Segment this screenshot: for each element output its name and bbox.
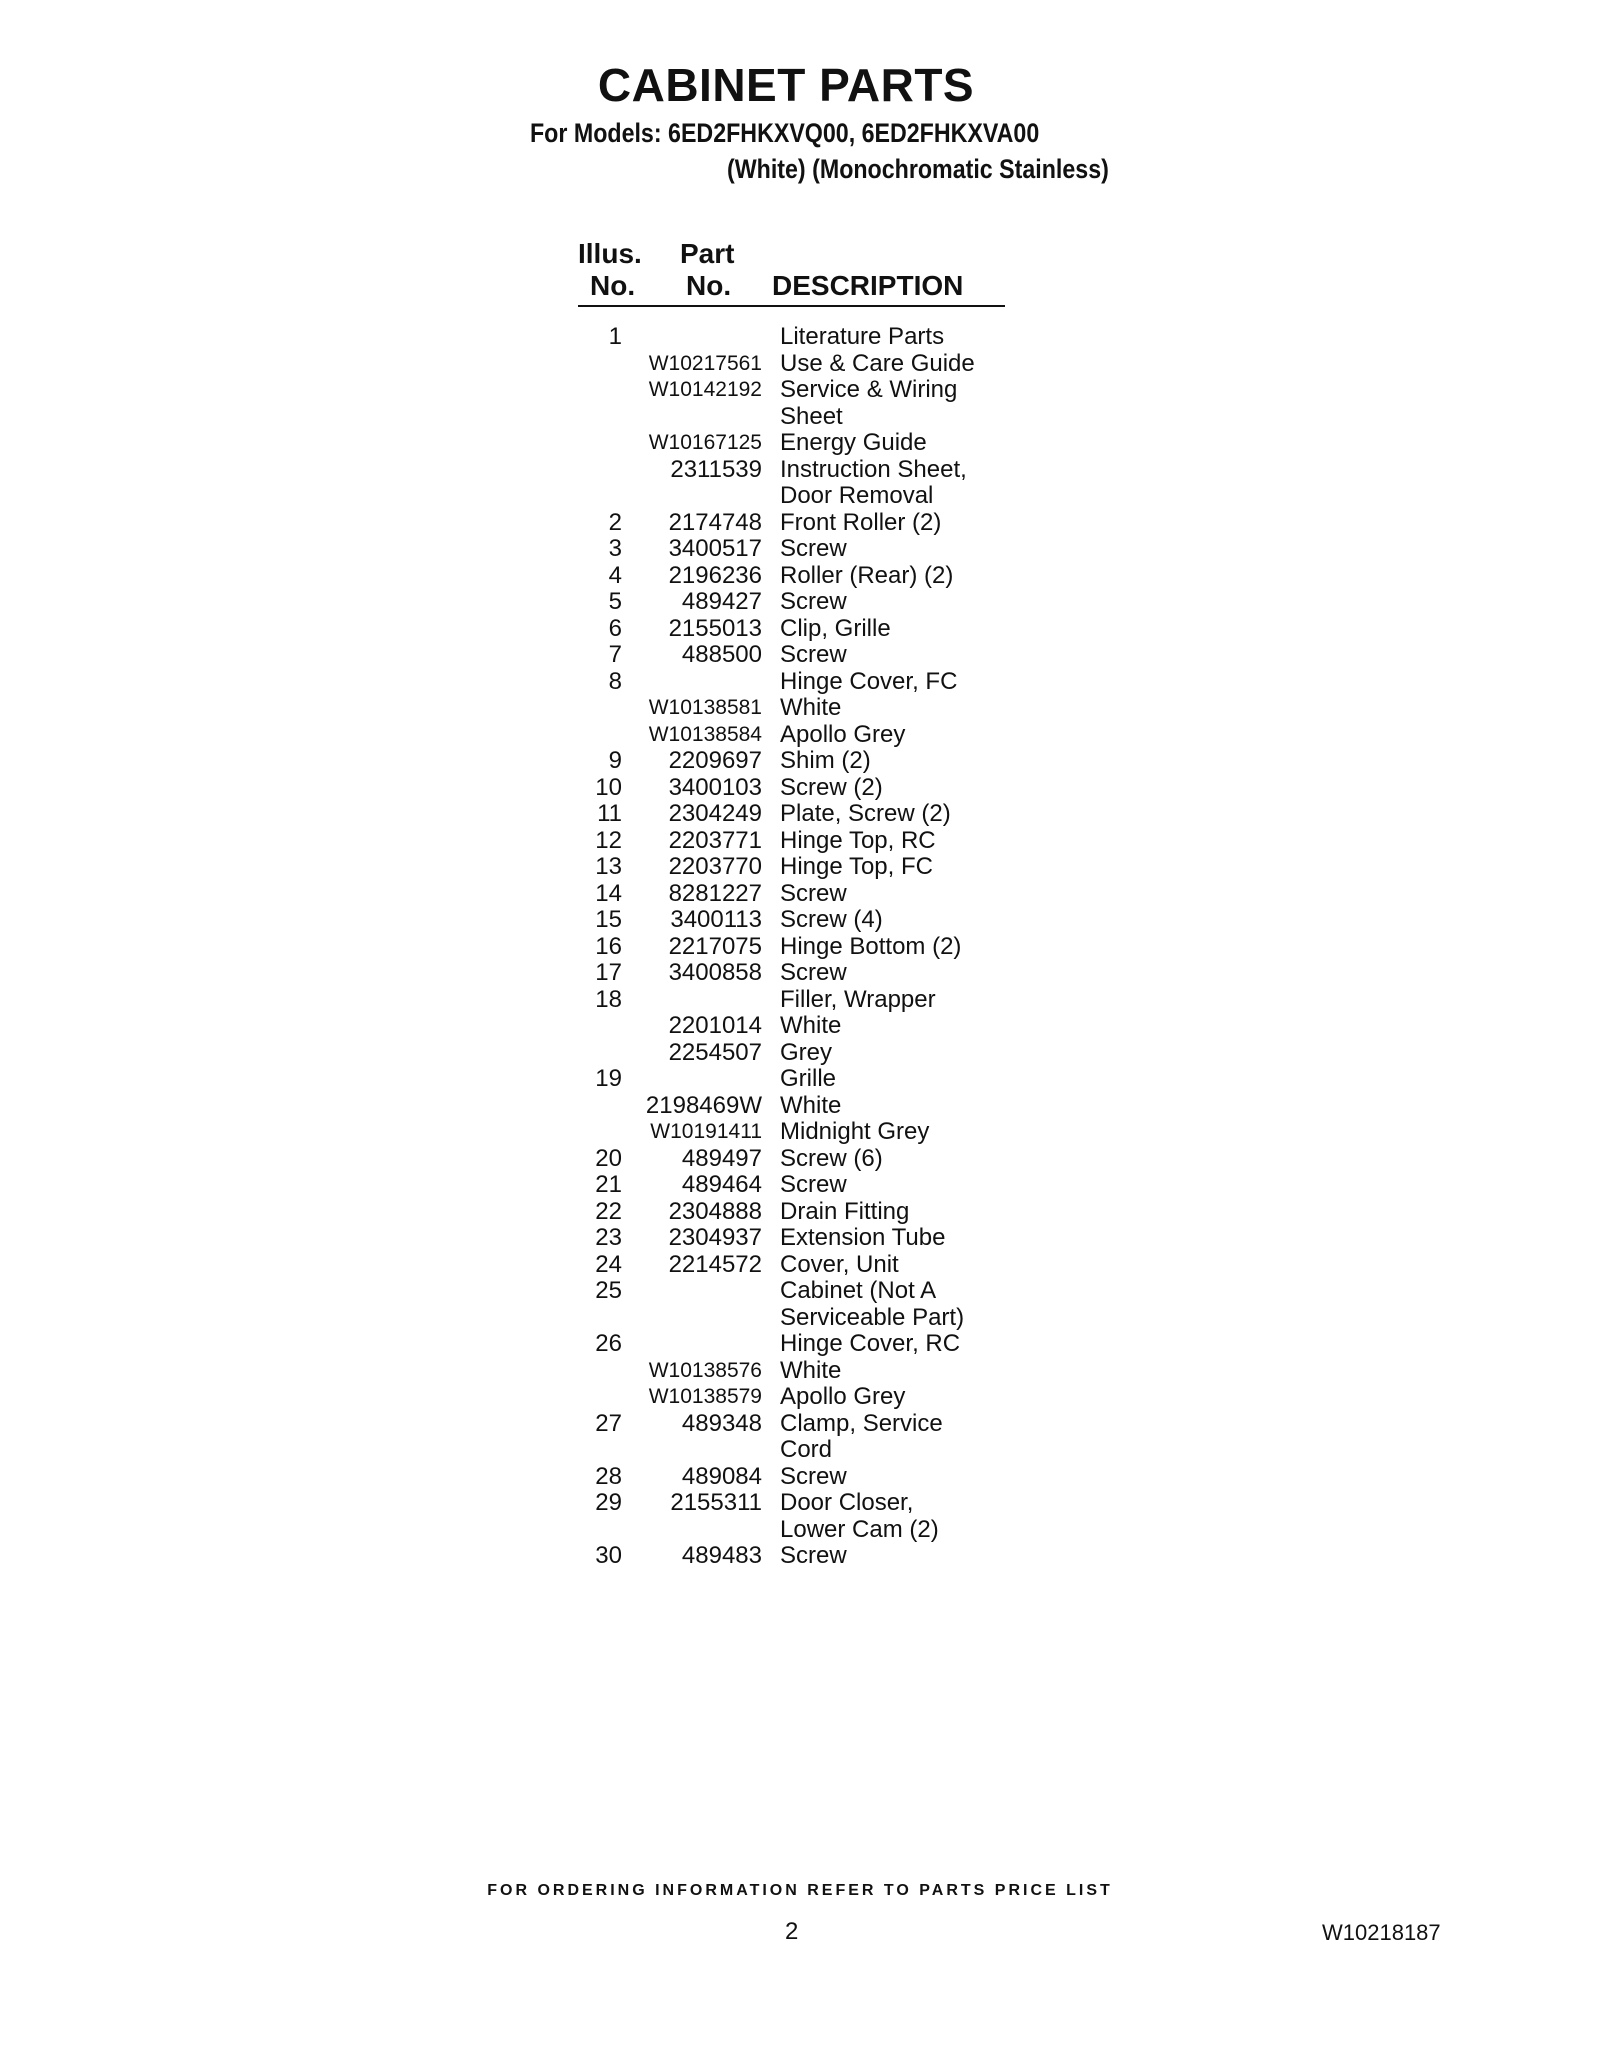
table-row — [578, 1278, 1038, 1305]
table-row — [578, 404, 1038, 431]
part-description: Use & Care Guide — [780, 349, 975, 377]
part-number: 2304937 — [668, 1224, 762, 1251]
table-row — [578, 1437, 1038, 1464]
illus-number: 21 — [595, 1171, 622, 1198]
table-row — [578, 1490, 1038, 1517]
page-number: 2 — [785, 1918, 799, 1945]
illus-number: 23 — [595, 1224, 622, 1251]
table-row — [578, 854, 1038, 881]
illus-number: 27 — [595, 1409, 622, 1437]
part-description: Lower Cam (2) — [780, 1515, 939, 1543]
table-row — [578, 907, 1038, 934]
part-description: White — [780, 1091, 842, 1119]
part-number: 2155311 — [670, 1489, 762, 1516]
illus-number: 29 — [595, 1489, 622, 1516]
table-row — [578, 589, 1038, 616]
illus-number: 22 — [595, 1197, 622, 1225]
part-description: Cord — [780, 1436, 833, 1463]
illus-number: 24 — [595, 1250, 622, 1278]
part-description: Screw — [780, 1171, 847, 1198]
part-number: 489427 — [681, 588, 762, 615]
table-row — [578, 1172, 1038, 1199]
table-row — [578, 510, 1038, 537]
table-row — [578, 616, 1038, 643]
illus-number: 25 — [595, 1277, 622, 1304]
part-number: 3400858 — [668, 959, 762, 986]
illus-number: 18 — [595, 985, 622, 1013]
part-header-line2: No. — [686, 270, 732, 301]
table-row — [578, 960, 1038, 987]
illus-number: 1 — [608, 323, 622, 350]
part-number: 489084 — [681, 1462, 762, 1490]
part-description: Clamp, Service — [780, 1409, 943, 1437]
table-row — [578, 828, 1038, 855]
part-number: 3400103 — [668, 773, 762, 801]
table-row — [578, 1013, 1038, 1040]
part-number: W10167125 — [648, 431, 762, 454]
part-description: Screw — [780, 1462, 847, 1490]
part-description: Energy Guide — [780, 429, 927, 456]
table-row — [578, 669, 1038, 696]
table-row — [578, 881, 1038, 908]
part-description: White — [780, 1012, 842, 1039]
part-number: W10138584 — [648, 722, 762, 746]
part-description: Instruction Sheet, — [780, 455, 967, 483]
page-title: CABINET PARTS — [597, 59, 975, 111]
part-description: White — [780, 694, 842, 721]
part-description: Screw — [780, 588, 847, 615]
description-header: DESCRIPTION — [772, 270, 964, 301]
illus-number: 6 — [608, 614, 622, 642]
table-row — [578, 1517, 1038, 1544]
part-description: Door Removal — [780, 482, 934, 509]
part-description: Service & Wiring — [780, 376, 958, 403]
illus-number: 3 — [608, 535, 622, 562]
ordering-note: FOR ORDERING INFORMATION REFER TO PARTS PRICE LIST — [487, 1882, 1113, 1899]
part-number: W10217561 — [648, 351, 762, 375]
part-number: 2304249 — [668, 800, 762, 827]
part-number: 489464 — [681, 1171, 762, 1198]
variants-line: (White) (Monochromatic Stainless) — [727, 154, 1109, 184]
illus-number: 30 — [595, 1542, 622, 1569]
part-description: Hinge Bottom (2) — [780, 932, 962, 960]
part-description: Door Closer, — [780, 1489, 914, 1516]
illus-number: 4 — [608, 561, 622, 589]
part-description: Screw — [780, 641, 847, 668]
table-row — [578, 563, 1038, 590]
part-description: Hinge Cover, FC — [780, 667, 958, 695]
part-description: Screw — [780, 1542, 847, 1569]
part-number: W10138579 — [648, 1385, 762, 1408]
illus-header-line1: Illus. — [578, 238, 642, 269]
part-description: Screw (2) — [780, 773, 883, 801]
illus-number: 15 — [595, 906, 622, 933]
illus-number: 8 — [608, 667, 622, 695]
table-row — [578, 1119, 1038, 1146]
part-number: 2174748 — [668, 508, 762, 536]
part-description: Screw — [780, 959, 847, 986]
table-row — [578, 377, 1038, 404]
part-number: 2217075 — [668, 932, 762, 960]
illus-number: 2 — [608, 508, 622, 536]
part-description: Midnight Grey — [780, 1118, 930, 1145]
part-description: Serviceable Part) — [780, 1303, 965, 1331]
part-number: 488500 — [681, 641, 762, 668]
part-description: Apollo Grey — [780, 720, 906, 748]
part-number: 2203771 — [668, 826, 762, 854]
illus-number: 20 — [595, 1144, 622, 1172]
table-row — [578, 1331, 1038, 1358]
part-description: Screw (4) — [780, 906, 883, 933]
illus-number: 11 — [597, 800, 622, 827]
table-row — [578, 1411, 1038, 1438]
part-number: 3400517 — [668, 535, 762, 562]
part-number: W10138576 — [648, 1358, 762, 1382]
table-row — [578, 1252, 1038, 1279]
part-description: Cover, Unit — [780, 1250, 899, 1278]
part-number: 2304888 — [668, 1197, 762, 1225]
part-description: Hinge Cover, RC — [780, 1330, 961, 1357]
illus-number: 13 — [595, 853, 622, 880]
table-row — [578, 1066, 1038, 1093]
part-description: Filler, Wrapper — [780, 985, 936, 1013]
part-description: Literature Parts — [780, 323, 945, 350]
table-row — [578, 987, 1038, 1014]
illus-number: 28 — [595, 1462, 622, 1490]
part-number: 2201014 — [668, 1012, 762, 1039]
table-row — [578, 1543, 1038, 1570]
part-number: 8281227 — [668, 879, 762, 907]
table-row — [578, 1305, 1038, 1332]
part-number: 2203770 — [668, 853, 762, 880]
part-number: 2254507 — [668, 1038, 762, 1066]
table-row — [578, 483, 1038, 510]
illus-number: 17 — [595, 959, 622, 986]
parts-list — [578, 324, 1038, 1570]
part-description: Front Roller (2) — [780, 508, 942, 536]
part-number: 2198469W — [645, 1091, 762, 1119]
table-row — [578, 1358, 1038, 1385]
part-description: Apollo Grey — [780, 1383, 906, 1410]
part-description: Screw (6) — [780, 1144, 883, 1172]
table-row — [578, 722, 1038, 749]
part-number: 2155013 — [668, 614, 762, 642]
illus-header-line2: No. — [590, 270, 636, 301]
part-description: Clip, Grille — [780, 614, 891, 642]
illus-number: 9 — [608, 747, 622, 774]
table-row — [578, 695, 1038, 722]
part-number: 2214572 — [668, 1250, 762, 1278]
part-description: Extension Tube — [780, 1224, 946, 1251]
part-description: Hinge Top, RC — [780, 826, 936, 854]
table-row — [578, 1464, 1038, 1491]
part-description: Screw — [780, 535, 847, 562]
table-row — [578, 934, 1038, 961]
part-header-line1: Part — [680, 238, 735, 269]
table-row — [578, 457, 1038, 484]
header-rule — [578, 305, 1005, 307]
part-description: Sheet — [780, 402, 843, 430]
part-description: Hinge Top, FC — [780, 853, 933, 880]
models-line: For Models: 6ED2FHKXVQ00, 6ED2FHKXVA00 — [530, 118, 1040, 148]
table-row — [578, 1146, 1038, 1173]
part-description: Drain Fitting — [780, 1197, 910, 1225]
part-description: Grille — [780, 1065, 837, 1092]
illus-number: 5 — [608, 588, 622, 615]
illus-number: 14 — [595, 879, 622, 907]
table-row — [578, 1384, 1038, 1411]
part-description: Screw — [780, 879, 847, 907]
table-row — [578, 748, 1038, 775]
part-number: W10191411 — [650, 1120, 762, 1143]
illus-number: 16 — [595, 932, 622, 960]
table-row — [578, 1040, 1038, 1067]
table-row — [578, 536, 1038, 563]
illus-number: 12 — [595, 826, 622, 854]
table-row — [578, 430, 1038, 457]
part-number: 3400113 — [670, 906, 762, 933]
part-description: White — [780, 1356, 842, 1384]
part-description: Shim (2) — [780, 747, 871, 774]
part-description: Plate, Screw (2) — [780, 800, 951, 827]
table-row — [578, 642, 1038, 669]
part-number: 489483 — [681, 1542, 762, 1569]
part-number: 489348 — [681, 1409, 762, 1437]
table-row — [578, 1199, 1038, 1226]
illus-number: 19 — [595, 1065, 622, 1092]
illus-number: 10 — [595, 773, 622, 801]
table-row — [578, 324, 1038, 351]
table-row — [578, 801, 1038, 828]
table-row — [578, 1225, 1038, 1252]
part-number: 2209697 — [668, 747, 762, 774]
document-number: W10218187 — [1322, 1920, 1441, 1945]
part-description: Cabinet (Not A — [780, 1277, 937, 1304]
table-row — [578, 351, 1038, 378]
part-number: 2196236 — [668, 561, 762, 589]
part-description: Grey — [780, 1038, 833, 1066]
part-number: 2311539 — [670, 455, 762, 483]
table-row — [578, 1093, 1038, 1120]
table-row — [578, 775, 1038, 802]
illus-number: 7 — [608, 641, 622, 668]
part-number: W10142192 — [648, 378, 762, 401]
illus-number: 26 — [595, 1330, 622, 1357]
part-description: Roller (Rear) (2) — [780, 561, 954, 589]
part-number: W10138581 — [648, 696, 762, 719]
part-number: 489497 — [681, 1144, 762, 1172]
